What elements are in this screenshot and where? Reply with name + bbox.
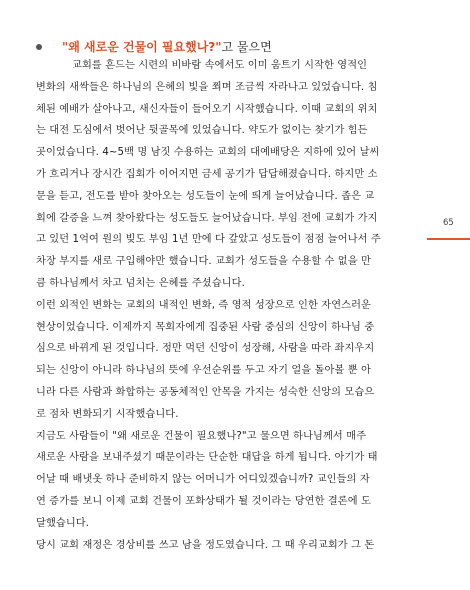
text-line: 되는 신앙이 아니라 하나님의 뜻에 우선순위를 두고 자기 얼을 돌아볼 뿐 아 (36, 365, 371, 377)
bullet-icon (36, 44, 42, 50)
text-line: 는 대전 도심에서 벗어난 뒷골목에 있었습니다. 약도가 없이는 찾기가 힘든 (36, 125, 368, 137)
text-line: 차장 부지를 새로 구입해야만 했습니다. 교회가 성도들을 수용할 수 없을 만 (36, 256, 371, 268)
text-line: 문을 듣고, 전도를 받아 찾아오는 성도들이 눈에 띄게 늘어났습니다. 좁은 교 (36, 190, 375, 202)
heading-suffix: 고 물으면 (221, 40, 272, 54)
text-line: 어날 때 배냇옷 하나 준비하지 않는 어머니가 어디있겠습니까? 교인들의 자 (36, 474, 370, 486)
text-line: 체된 예배가 살아나고, 새신자들이 들어오기 시작했습니다. 이때 교회의 위치 (36, 103, 378, 115)
text-line: 로 점차 변화되기 시작했습니다. (36, 408, 179, 420)
text-line: 니라 다른 사람과 화합하는 공동체적인 안목을 가지는 성숙한 신앙의 모습으 (36, 386, 375, 398)
text-line: 변화의 새싹들은 하나님의 은혜의 빛을 쬐며 조금씩 자라나고 있었습니다. 침 (36, 81, 378, 93)
heading-text (62, 38, 272, 55)
page-number: 65 (443, 218, 454, 228)
text-line: 심으로 바뀌게 된 것입니다. 정만 먹던 신앙이 성장해, 사람을 따라 좌지우지 (36, 343, 375, 355)
text-line: 달했습니다. (36, 517, 90, 529)
text-line: 당시 교회 재정은 경상비를 쓰고 남을 정도였습니다. 그 때 우리교회가 그 돈 (36, 539, 375, 551)
heading-quote: "왜 새로운 건물이 필요했나?" (62, 40, 222, 54)
text-line: 연 증가를 보니 이제 교회 건물이 포화상태가 될 것이라는 당연한 결론에 도 (36, 495, 371, 507)
text-line: 새로운 사람을 보내주셨기 때문이라는 단순한 대답을 하게 됩니다. 아기가 태 (36, 452, 378, 464)
text-line: 큼 하나님께서 차고 넘치는 은혜를 주셨습니다. (36, 277, 245, 289)
text-line: 곳이었습니다. 4~5백 명 남짓 수용하는 교회의 대예배당은 지하에 있어 날씨 (36, 147, 380, 159)
text-line: 지금도 사람들이 "왜 새로운 건물이 필요했나?"고 물으면 하나님께서 매주 (36, 430, 367, 442)
text-line: 교회를 흔드는 시련의 비바람 속에서도 이미 움트기 시작한 영적인 (72, 60, 368, 71)
text-line: 이런 외적인 변화는 교회의 내적인 변화, 즉 영적 성장으로 인한 자연스러운 (36, 299, 371, 311)
text-line: 고 있던 1억여 원의 빚도 부임 1년 만에 다 갚았고 성도들이 점점 늘어나서 주 (36, 234, 381, 246)
section-heading (36, 38, 272, 55)
page-marker-rule (427, 238, 470, 240)
body-text (36, 55, 404, 556)
text-line: 현상이었습니다. 이제까지 목회자에게 집중된 사람 중심의 신앙이 하나님 중 (36, 321, 375, 333)
text-line: 가 흐리거나 장시간 집회가 이어지면 금세 공기가 답답해졌습니다. 하지만 소 (36, 168, 378, 180)
text-line: 회에 갈증을 느껴 찾아왔다는 성도들도 늘어났습니다. 부임 전에 교회가 가지 (36, 212, 378, 224)
